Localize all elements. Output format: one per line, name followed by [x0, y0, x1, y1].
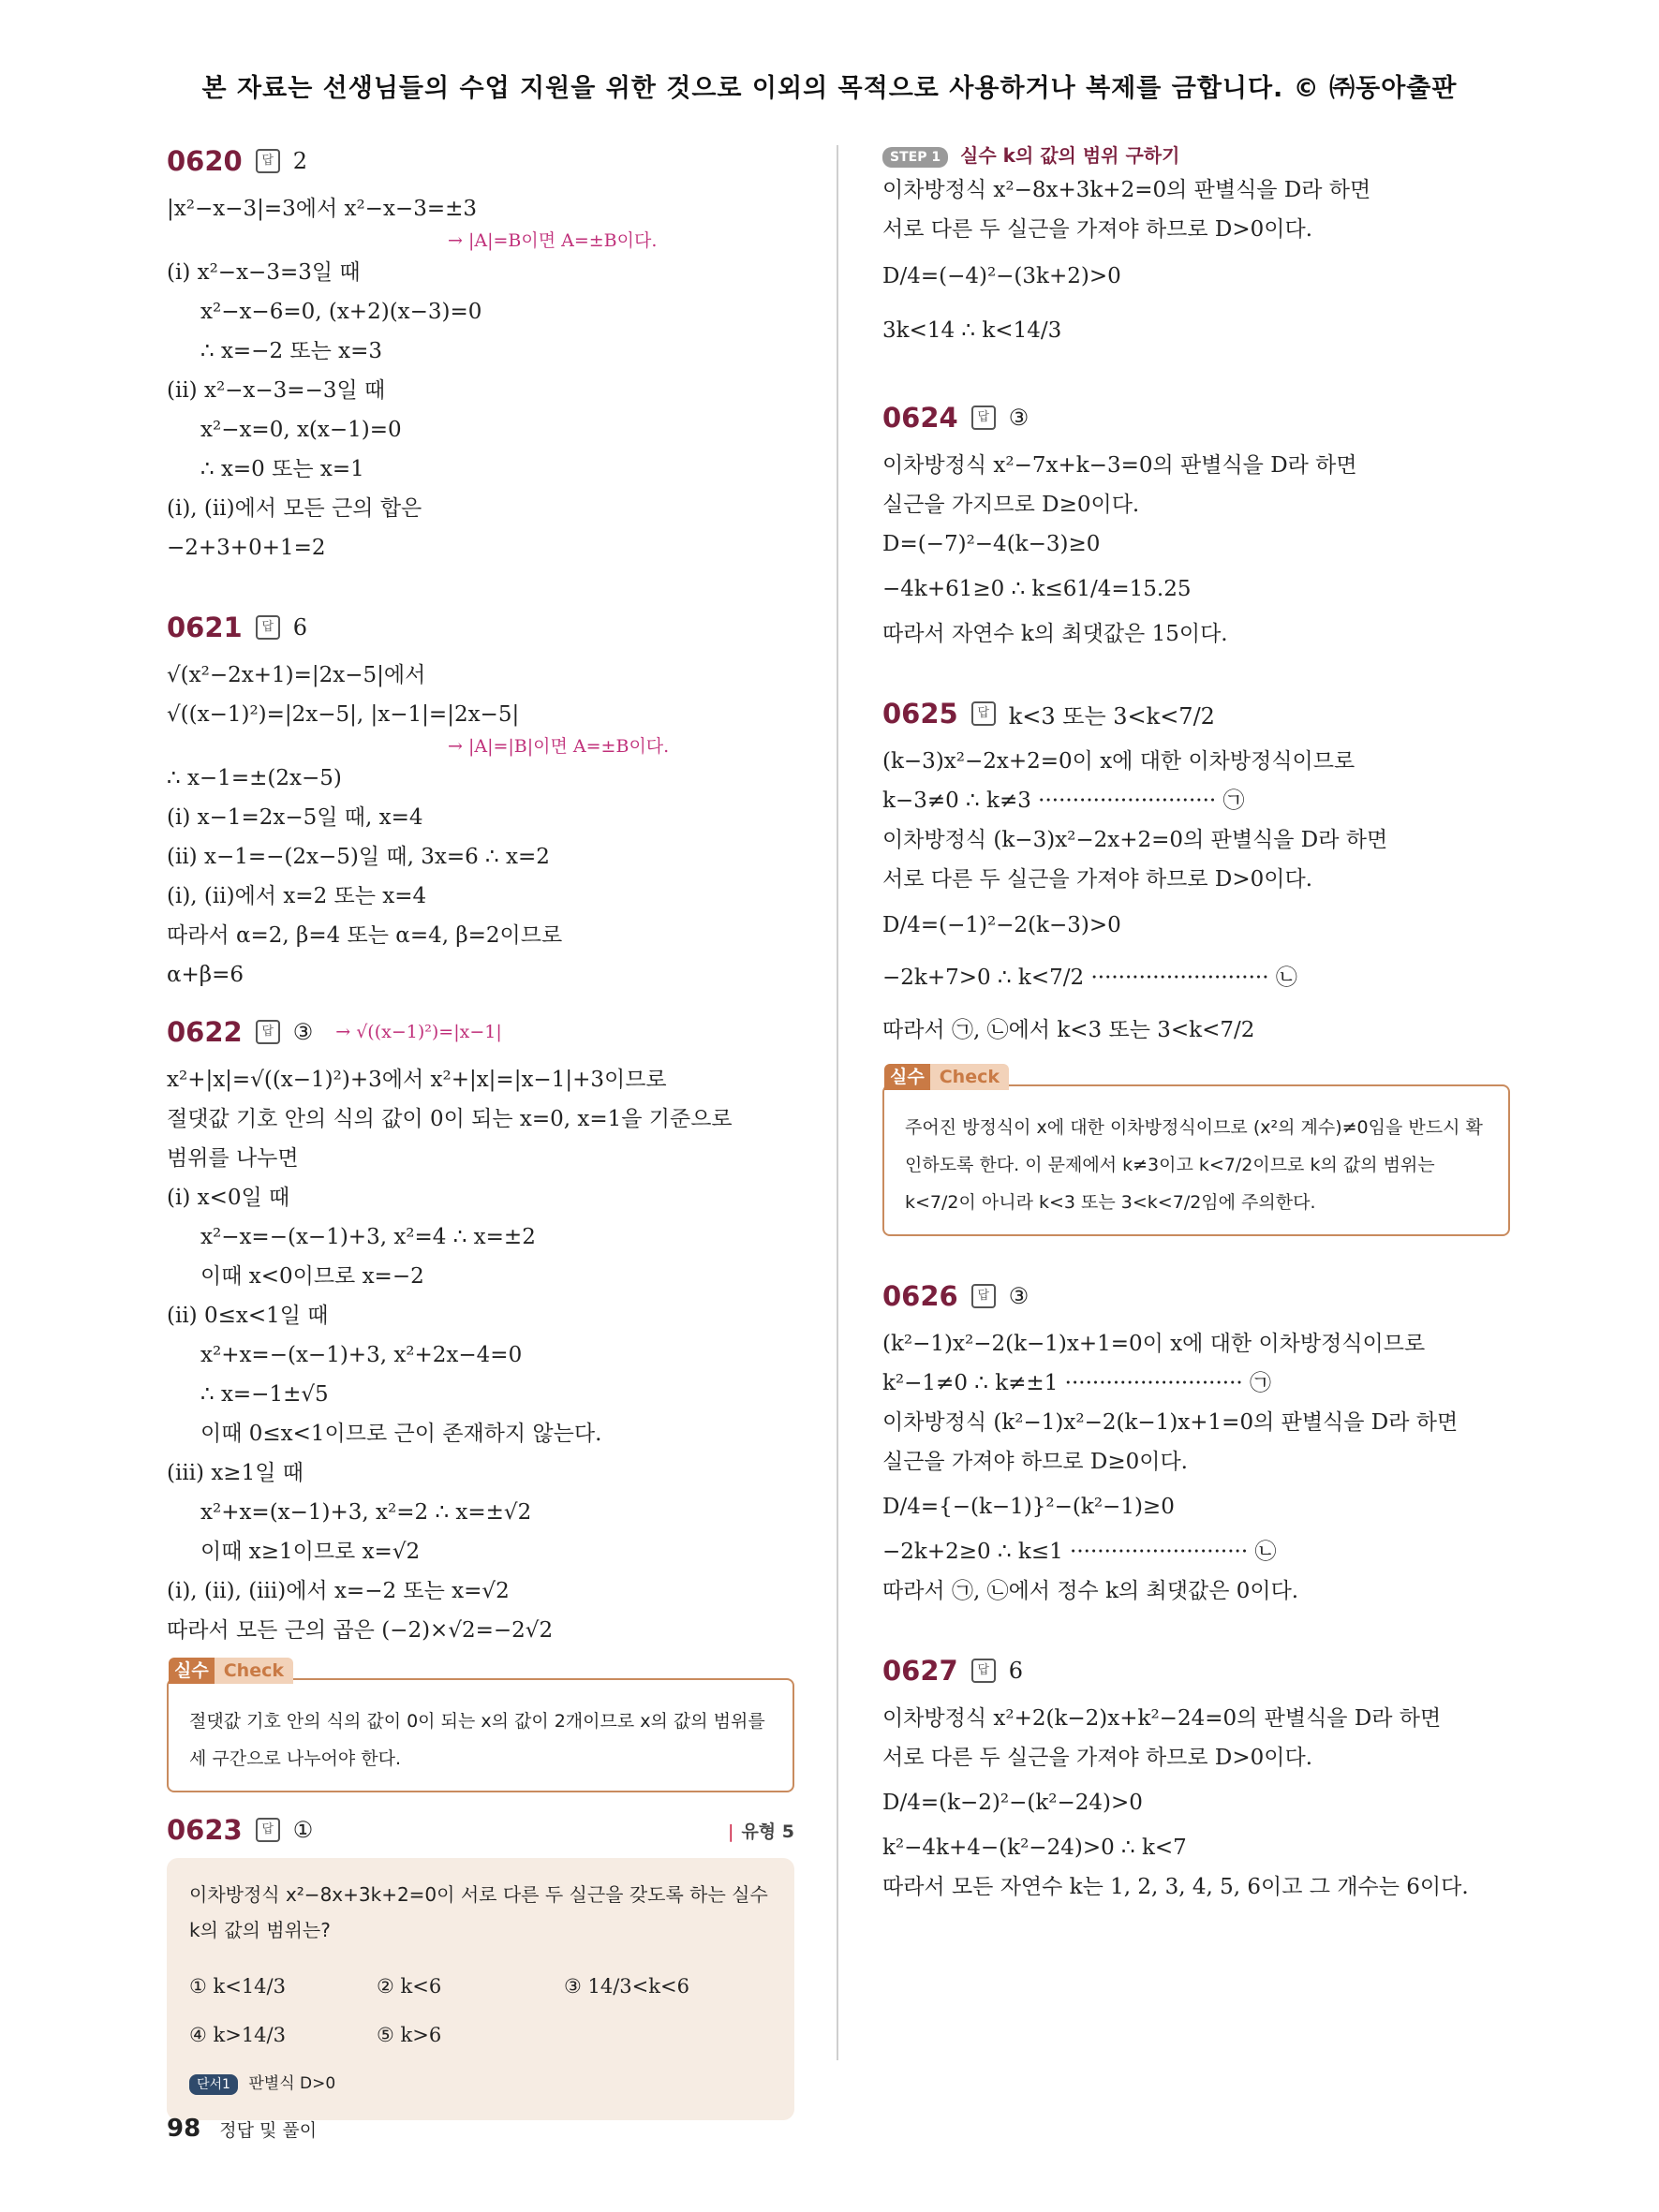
problem-0627 — [882, 1650, 1510, 1907]
problem-0622 — [167, 1011, 794, 1792]
choice-5: ⑤ k>6 — [377, 2024, 442, 2046]
solution-line: (ⅰ) x<0일 때 — [167, 1186, 290, 1210]
solution-line: −2k+7>0 ∴ k<7/2 ·························· ㉡ — [882, 966, 1297, 990]
answer-value: 2 — [292, 148, 307, 174]
answer-value: ③ — [1008, 405, 1029, 431]
answer-value: ③ — [1008, 1283, 1029, 1309]
right-column — [882, 140, 1510, 1907]
answer-value: ① — [292, 1817, 314, 1843]
step-pill: STEP 1 — [882, 147, 948, 168]
solution-line: −4k+61≥0 ∴ k≤61/4=15.25 — [882, 577, 1192, 601]
solution-line: √((x−1)²)=|2x−5|, |x−1|=|2x−5| — [167, 702, 520, 727]
solution-line: 서로 다른 두 실근을 가져야 하므로 D>0이다. — [882, 867, 1313, 892]
solution-line: 따라서 자연수 k의 최댓값은 15이다. — [882, 622, 1228, 646]
left-column — [167, 140, 794, 2120]
problem-number: 0627 — [882, 1655, 958, 1687]
solution-line: k²−1≠0 ∴ k≠±1 ·························· ㉠ — [882, 1371, 1272, 1395]
choice-3: ③ 14/3<k<6 — [564, 1975, 689, 1998]
answer-badge-icon: 답 — [971, 701, 996, 726]
check-box — [167, 1660, 794, 1792]
solution-line: (ⅰ) x²−x−3=3일 때 — [167, 260, 361, 285]
solution-line: (k²−1)x²−2(k−1)x+1=0이 x에 대한 이차방정식이므로 — [882, 1332, 1426, 1356]
step-heading — [882, 140, 1510, 170]
solution-line: D/4=(−4)²−(3k+2)>0 — [882, 264, 1121, 288]
problem-number: 0626 — [882, 1280, 958, 1312]
solution-line: 3k<14 ∴ k<14/3 — [882, 318, 1062, 343]
solution-line: (ⅱ) x−1=−(2x−5)일 때, 3x=6 ∴ x=2 — [167, 845, 550, 869]
hint-note: → √((x−1)²)=|x−1| — [335, 1022, 502, 1042]
answer-badge-icon: 답 — [256, 149, 280, 173]
problem-number: 0620 — [167, 145, 243, 177]
check-label-mistake: 실수 — [884, 1064, 930, 1090]
clue-label: 단서1 — [189, 2074, 238, 2095]
solution-line: 이때 0≤x<1이므로 근이 존재하지 않는다. — [200, 1422, 602, 1446]
solution-line: (ⅰ), (ⅱ)에서 모든 근의 합은 — [167, 496, 422, 521]
solution-line: x²−x=−(x−1)+3, x²=4 ∴ x=±2 — [200, 1225, 536, 1249]
answer-value: k<3 또는 3<k<7/2 — [1008, 702, 1215, 730]
check-text: 주어진 방정식이 x에 대한 이차방정식이므로 (x²의 계수)≠0임을 반드시 확인하도록 한다. 이 문제에서 k≠3이고 k<7/2이므로 k의 값의 범위는 k<7/2이 아니라 k<3 또는 3<k<7/2임에 주의한다. — [905, 1117, 1483, 1213]
solution-line: x²−x−6=0, (x+2)(x−3)=0 — [200, 300, 482, 324]
step-title: 실수 k의 값의 범위 구하기 — [960, 144, 1180, 167]
answer-badge-icon: 답 — [256, 1020, 280, 1044]
solution-line: k²−4k+4−(k²−24)>0 ∴ k<7 — [882, 1836, 1187, 1860]
solution-line: 따라서 ㉠, ㉡에서 k<3 또는 3<k<7/2 — [882, 1018, 1255, 1042]
solution-line: 범위를 나누면 — [167, 1146, 299, 1171]
answer-badge-icon: 답 — [971, 1659, 996, 1683]
solution-line: ∴ x−1=±(2x−5) — [167, 766, 342, 790]
answer-value: ③ — [292, 1019, 314, 1045]
solution-line: D/4={−(k−1)}²−(k²−1)≥0 — [882, 1495, 1175, 1519]
problem-0621 — [167, 607, 794, 995]
answer-badge-icon: 답 — [256, 615, 280, 640]
solution-line: ∴ x=−2 또는 x=3 — [200, 339, 383, 363]
solution-line: 서로 다른 두 실근을 가져야 하므로 D>0이다. — [882, 1746, 1313, 1770]
solution-line: 이차방정식 (k−3)x²−2x+2=0의 판별식을 D라 하면 — [882, 828, 1388, 852]
type-tag: | 유형 5 — [728, 1818, 794, 1843]
answer-value: 6 — [292, 614, 307, 641]
solution-line: 이차방정식 x²+2(k−2)x+k²−24=0의 판별식을 D라 하면 — [882, 1706, 1442, 1731]
footer-label: 정답 및 풀이 — [219, 2120, 318, 2141]
solution-line: √(x²−2x+1)=|2x−5|에서 — [167, 663, 426, 687]
problem-0623-solution — [882, 140, 1510, 358]
problem-number: 0625 — [882, 698, 958, 730]
question-box — [167, 1858, 794, 2120]
solution-line: |x²−x−3|=3에서 x²−x−3=±3 — [167, 197, 478, 221]
solution-line: ∴ x=0 또는 x=1 — [200, 457, 364, 481]
check-label-mistake: 실수 — [169, 1658, 215, 1684]
problem-0623 — [167, 1809, 794, 2120]
answer-badge-icon: 답 — [256, 1818, 280, 1842]
solution-line: D/4=(k−2)²−(k²−24)>0 — [882, 1791, 1143, 1815]
solution-line: (ⅱ) 0≤x<1일 때 — [167, 1304, 329, 1328]
page-footer — [167, 2115, 317, 2143]
solution-line: x²+|x|=√((x−1)²)+3에서 x²+|x|=|x−1|+3이므로 — [167, 1068, 667, 1092]
solution-line: 절댓값 기호 안의 식의 값이 0이 되는 x=0, x=1을 기준으로 — [167, 1107, 733, 1131]
solution-line: 이때 x≥1이므로 x=√2 — [200, 1540, 421, 1564]
problem-0625 — [882, 693, 1510, 1236]
solution-line: 실근을 가지므로 D≥0이다. — [882, 493, 1140, 517]
check-label — [169, 1658, 293, 1684]
solution-line: 서로 다른 두 실근을 가져야 하므로 D>0이다. — [882, 217, 1313, 242]
hint-note: → |A|=|B|이면 A=±B이다. — [448, 736, 670, 757]
solution-line: (ⅰ) x−1=2x−5일 때, x=4 — [167, 805, 423, 830]
solution-line: 따라서 ㉠, ㉡에서 정수 k의 최댓값은 0이다. — [882, 1579, 1299, 1603]
problem-0626 — [882, 1276, 1510, 1611]
solution-line: (ⅲ) x≥1일 때 — [167, 1461, 304, 1485]
question-text: 이차방정식 x²−8x+3k+2=0이 서로 다른 두 실근을 갖도록 하는 실수 k의 값의 범위는? — [189, 1883, 768, 1941]
solution-line: ∴ x=−1±√5 — [200, 1382, 329, 1407]
check-text: 절댓값 기호 안의 식의 값이 0이 되는 x의 값이 2개이므로 x의 값의 범위를 세 구간으로 나누어야 한다. — [189, 1711, 765, 1769]
solution-line: D/4=(−1)²−2(k−3)>0 — [882, 913, 1121, 937]
answer-badge-icon: 답 — [971, 1284, 996, 1308]
choices — [189, 1969, 772, 2053]
solution-line: (ⅰ), (ⅱ), (ⅲ)에서 x=−2 또는 x=√2 — [167, 1579, 510, 1603]
check-label — [884, 1064, 1009, 1090]
solution-line: 따라서 모든 자연수 k는 1, 2, 3, 4, 5, 6이고 그 개수는 6이다. — [882, 1875, 1469, 1899]
answer-badge-icon: 답 — [971, 406, 996, 430]
solution-line: D=(−7)²−4(k−3)≥0 — [882, 532, 1101, 556]
solution-line: x²+x=(x−1)+3, x²=2 ∴ x=±√2 — [200, 1500, 532, 1525]
solution-line: (ⅱ) x²−x−3=−3일 때 — [167, 378, 386, 403]
problem-number: 0624 — [882, 402, 958, 434]
solution-line: 이차방정식 x²−8x+3k+2=0의 판별식을 D라 하면 — [882, 178, 1371, 202]
solution-line: −2+3+0+1=2 — [167, 536, 326, 560]
solution-line: 이때 x<0이므로 x=−2 — [200, 1264, 424, 1289]
solution-line: 실근을 가져야 하므로 D≥0이다. — [882, 1450, 1188, 1474]
clue-hint — [189, 2066, 772, 2101]
check-box — [882, 1067, 1510, 1236]
solution-line: 따라서 α=2, β=4 또는 α=4, β=2이므로 — [167, 923, 563, 948]
check-label-check: Check — [215, 1658, 293, 1684]
solution-line: k−3≠0 ∴ k≠3 ·························· ㉠ — [882, 789, 1245, 813]
clue-text: 판별식 D>0 — [248, 2074, 336, 2093]
solution-line: 따라서 모든 근의 곱은 (−2)×√2=−2√2 — [167, 1618, 554, 1643]
problem-number: 0622 — [167, 1016, 243, 1048]
choice-1: ① k<14/3 — [189, 1975, 286, 1998]
check-label-check: Check — [930, 1064, 1009, 1090]
choice-2: ② k<6 — [377, 1975, 442, 1998]
solution-line: (k−3)x²−2x+2=0이 x에 대한 이차방정식이므로 — [882, 749, 1355, 774]
problem-number: 0621 — [167, 612, 243, 643]
problem-0620 — [167, 140, 794, 568]
column-divider — [837, 145, 838, 2060]
answer-value: 6 — [1008, 1658, 1023, 1684]
solution-line: 이차방정식 x²−7x+k−3=0의 판별식을 D라 하면 — [882, 453, 1357, 478]
problem-0624 — [882, 397, 1510, 654]
solution-line: x²+x=−(x−1)+3, x²+2x−4=0 — [200, 1343, 523, 1367]
solution-line: 이차방정식 (k²−1)x²−2(k−1)x+1=0의 판별식을 D라 하면 — [882, 1410, 1459, 1435]
solution-line: (ⅰ), (ⅱ)에서 x=2 또는 x=4 — [167, 884, 427, 908]
copyright-banner: 본 자료는 선생님들의 수업 지원을 위한 것으로 이외의 목적으로 사용하거나 복제를 금합니다. © ㈜동아출판 — [201, 74, 1458, 103]
choice-4: ④ k>14/3 — [189, 2024, 286, 2046]
problem-number: 0623 — [167, 1814, 243, 1846]
solution-line: −2k+2≥0 ∴ k≤1 ·························· ㉡ — [882, 1540, 1277, 1564]
page-number: 98 — [167, 2115, 201, 2143]
solution-line: x²−x=0, x(x−1)=0 — [200, 418, 402, 442]
hint-note: → |A|=B이면 A=±B이다. — [448, 230, 658, 251]
solution-line: α+β=6 — [167, 963, 244, 987]
